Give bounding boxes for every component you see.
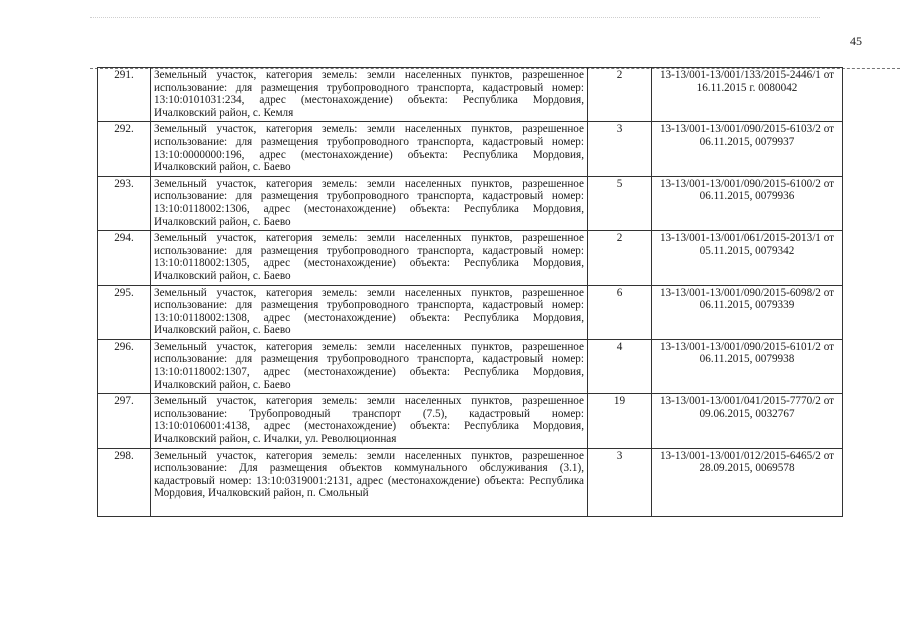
table-row [98, 231, 843, 285]
row-number: 294. [98, 231, 151, 285]
table-row [98, 176, 843, 230]
row-number: 298. [98, 448, 151, 516]
table-row [98, 394, 843, 448]
property-description: Земельный участок, категория земель: земли населенных пунктов, разрешенное использование: для размещения трубопроводного транспорта, кадастровый номер: 13:10:0118002:1306, адрес (местонахождение) объекта: Республика Мордовия, Ичалковский район, с. Баево [151, 176, 588, 230]
page-number: 45 [850, 34, 862, 48]
property-registry-table [97, 67, 843, 517]
registration-record: 13-13/001-13/001/090/2015-6098/2 от 06.11.2015, 0079339 [652, 285, 843, 339]
registration-record: 13-13/001-13/001/012/2015-6465/2 от 28.09.2015, 0069578 [652, 448, 843, 516]
property-description: Земельный участок, категория земель: земли населенных пунктов, разрешенное использование: для размещения трубопроводного транспорта, кадастровый номер: 13:10:0101031:234, адрес (местонахождение) объекта: Республика Мордовия, Ичалковский район, с. Кемля [151, 68, 588, 122]
table-row [98, 339, 843, 393]
table-row [98, 122, 843, 176]
row-count: 3 [588, 448, 652, 516]
property-description: Земельный участок, категория земель: земли населенных пунктов, разрешенное использование: Трубопроводный транспорт (7.5), кадастровый номер: 13:10:0106001:4138, адрес (местонахождение) объекта: Республика Мордовия, Ичалковский район, с. Ичалки, ул. Революционная [151, 394, 588, 448]
registration-record: 13-13/001-13/001/090/2015-6101/2 от 06.11.2015, 0079938 [652, 339, 843, 393]
row-count: 6 [588, 285, 652, 339]
registration-record: 13-13/001-13/001/090/2015-6103/2 от 06.11.2015, 0079937 [652, 122, 843, 176]
property-description: Земельный участок, категория земель: земли населенных пунктов, разрешенное использование: для размещения трубопроводного транспорта, кадастровый номер: 13:10:0000000:196, адрес (местонахождение) объекта: Республика Мордовия, Ичалковский район, с. Баево [151, 122, 588, 176]
property-description: Земельный участок, категория земель: земли населенных пунктов, разрешенное использование: для размещения трубопроводного транспорта, кадастровый номер: 13:10:0118002:1305, адрес (местонахождение) объекта: Республика Мордовия, Ичалковский район, с. Баево [151, 231, 588, 285]
row-number: 291. [98, 68, 151, 122]
registration-record: 13-13/001-13/001/061/2015-2013/1 от 05.11.2015, 0079342 [652, 231, 843, 285]
row-count: 2 [588, 231, 652, 285]
registration-record: 13-13/001-13/001/090/2015-6100/2 от 06.11.2015, 0079936 [652, 176, 843, 230]
row-count: 3 [588, 122, 652, 176]
table-row [98, 285, 843, 339]
row-number: 293. [98, 176, 151, 230]
row-count: 5 [588, 176, 652, 230]
property-description: Земельный участок, категория земель: земли населенных пунктов, разрешенное использование: для размещения трубопроводного транспорта, кадастровый номер: 13:10:0118002:1308, адрес (местонахождение) объекта: Республика Мордовия, Ичалковский район, с. Баево [151, 285, 588, 339]
table-row [98, 68, 843, 122]
row-count: 4 [588, 339, 652, 393]
row-number: 296. [98, 339, 151, 393]
property-description: Земельный участок, категория земель: земли населенных пунктов, разрешенное использование: Для размещения объектов коммунального обслуживания (3.1), кадастровый номер: 13:10:0319001:2131, адрес (местонахождение) объекта: Республика Мордовия, Ичалковский район, п. Смольный [151, 448, 588, 516]
property-description: Земельный участок, категория земель: земли населенных пунктов, разрешенное использование: для размещения трубопроводного транспорта, кадастровый номер: 13:10:0118002:1307, адрес (местонахождение) объекта: Республика Мордовия, Ичалковский район, с. Баево [151, 339, 588, 393]
scan-artifact-top [90, 17, 820, 19]
row-number: 292. [98, 122, 151, 176]
row-number: 295. [98, 285, 151, 339]
row-count: 19 [588, 394, 652, 448]
registration-record: 13-13/001-13/001/041/2015-7770/2 от 09.06.2015, 0032767 [652, 394, 843, 448]
row-number: 297. [98, 394, 151, 448]
table-row [98, 448, 843, 516]
row-count: 2 [588, 68, 652, 122]
registration-record: 13-13/001-13/001/133/2015-2446/1 от 16.11.2015 г. 0080042 [652, 68, 843, 122]
